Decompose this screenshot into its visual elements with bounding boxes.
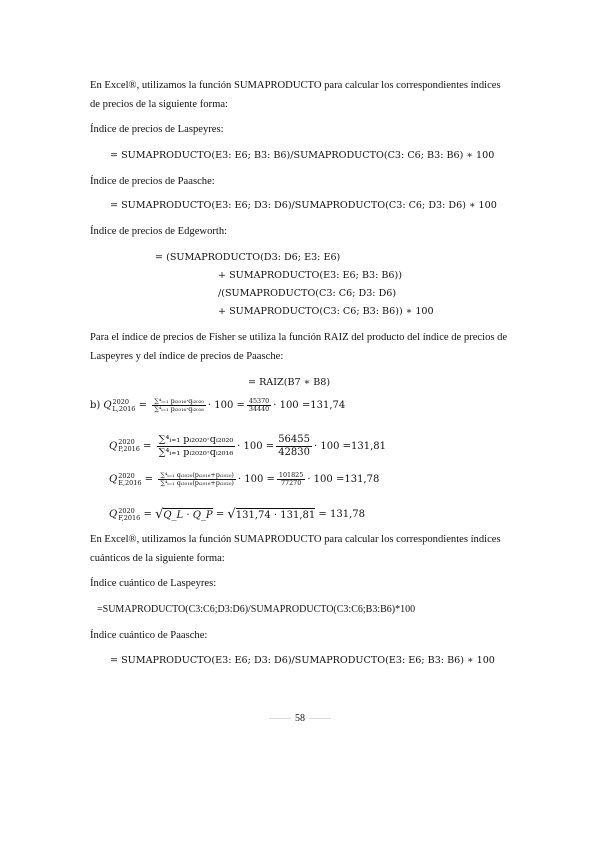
fisher-formula: = RAIZ(B7 ∗ B8) — [248, 377, 331, 388]
qp-symbolic-fraction: $\frac{\text{∑⁴ᵢ₌₁ pᵢ₂₀₂₀·qᵢ₂₀₂₀}}{\text{∑⁴ᵢ₌₁ pᵢ₂₀₂₀·qᵢ₂₀₁₆}}$ — [158, 434, 234, 458]
item-label: b) — [90, 400, 101, 412]
ql-value-fraction: $\frac{45370}{34440}$ — [248, 397, 270, 414]
qe-symbol: Q 2020 E,2016 — [109, 471, 142, 487]
ql-symbolic-fraction: $\frac{\text{∑⁴ᵢ₌₁ pᵢ₂₀₁₆·qᵢ₂₀₂₀}}{\text{∑⁴ᵢ₌₁ pᵢ₂₀₁₆·qᵢ₂₀₁₆}}$ — [154, 397, 204, 414]
edgeworth-formula-line-4: + SUMAPRODUCTO(C3: C6; B3: B6)) ∗ 100 — [218, 306, 434, 317]
laspeyres-price-formula: = SUMAPRODUCTO(E3: E6; B3: B6)/SUMAPRODUCTO(C3: C6; B3: B6) ∗ 100 — [110, 150, 495, 161]
edgeworth-price-title: Índice de precios de Edgeworth: — [90, 226, 228, 237]
quantity-edgeworth-computation: Q 2020 E,2016 = $\frac{\text{∑⁴ᵢ₌₁ qᵢ₂₀₂₀(pᵢ₂₀₁₆+pᵢ₂₀₂₀)}}{\text{∑⁴ᵢ₌₁ qᵢ₂₀₁₆(pᵢ₂₀₁₆+pᵢ₂₀₂₀)}}$ · 100 = $\frac{101825}{77270}$ · 100 = 131,78 — [109, 471, 380, 488]
qp-result: 131,81 — [351, 440, 387, 452]
laspeyres-price-title: Índice de precios de Laspeyres: — [90, 124, 224, 135]
paasche-price-formula: = SUMAPRODUCTO(E3: E6; D3: D6)/SUMAPRODUCTO(C3: C6; D3: D6) ∗ 100 — [110, 200, 497, 211]
qf-symbol: Q 2020 F,2016 — [109, 506, 141, 522]
edgeworth-formula-line-3: /(SUMAPRODUCTO(C3: C6; D3: D6) — [218, 288, 397, 299]
quantity-paasche-computation: Q 2020 P,2016 = $\frac{\text{∑⁴ᵢ₌₁ pᵢ₂₀₂₀·qᵢ₂₀₂₀}}{\text{∑⁴ᵢ₌₁ pᵢ₂₀₂₀·qᵢ₂₀₁₆}}$ · 100 = $\frac{56455}{42830}$ · 100 = 131,81 — [109, 434, 387, 458]
qe-result: 131,78 — [344, 474, 380, 486]
edgeworth-formula-line-2: + SUMAPRODUCTO(E3: E6; B3: B6)) — [218, 270, 403, 281]
qf-root-values: √ 131,74 · 131,81 — [227, 507, 316, 522]
paasche-price-title: Índice de precios de Paasche: — [90, 176, 215, 187]
paasche-quantity-formula: = SUMAPRODUCTO(E3: E6; D3: D6)/SUMAPRODUCTO(E3: E6; B3: B6) ∗ 100 — [110, 655, 495, 666]
qp-symbol: Q 2020 P,2016 — [109, 438, 140, 453]
quantity-laspeyres-computation: b) Q 2020 L,2016 = $\frac{\text{∑⁴ᵢ₌₁ pᵢ₂₀₁₆·qᵢ₂₀₂₀}}{\text{∑⁴ᵢ₌₁ pᵢ₂₀₁₆·qᵢ₂₀₁₆}}$ · 100 = $\frac{45370}{34440}$ · 100 = 131,74 — [90, 397, 346, 414]
paasche-quantity-title: Índice cuántico de Paasche: — [90, 630, 208, 641]
ql-symbol: Q 2020 L,2016 — [103, 397, 136, 413]
laspeyres-quantity-formula: =SUMAPRODUCTO(C3:C6;D3:D6)/SUMAPRODUCTO(C3:C6;B3:B6)*100 — [97, 604, 416, 615]
edgeworth-formula-line-1: = (SUMAPRODUCTO(D3: D6; E3: E6) — [155, 252, 341, 263]
qp-value-fraction: $\frac{56455}{42830}$ — [278, 434, 310, 458]
intro-quantity-indices: En Excel®, utilizamos la función SUMAPRODUCTO para calcular los correspondientes índices cuánticos de la siguiente forma: — [90, 534, 501, 564]
qe-symbolic-fraction: $\frac{\text{∑⁴ᵢ₌₁ qᵢ₂₀₂₀(pᵢ₂₀₁₆+pᵢ₂₀₂₀)}}{\text{∑⁴ᵢ₌₁ qᵢ₂₀₁₆(pᵢ₂₀₁₆+pᵢ₂₀₂₀)}}$ — [160, 471, 234, 488]
ql-result: 131,74 — [310, 400, 346, 412]
laspeyres-quantity-title: Índice cuántico de Laspeyres: — [90, 578, 217, 589]
fisher-intro: Para el índice de precios de Fisher se utiliza la función RAIZ del producto del índice de precios de Laspeyres y del índice de precios de Paasche: — [90, 332, 508, 362]
intro-price-indices: En Excel®, utilizamos la función SUMAPRODUCTO para calcular los correspondientes índices de precios de la siguiente forma: — [90, 80, 501, 110]
qe-value-fraction: $\frac{101825}{77270}$ — [278, 471, 304, 488]
qf-result: 131,78 — [330, 509, 365, 520]
qf-root-symbolic: √ Q_L · Q_P — [155, 507, 213, 522]
page-number: 58 — [0, 713, 600, 724]
quantity-fisher-computation: Q 2020 F,2016 = √ Q_L · Q_P = √ 131,74 · 131,81 = 131,78 — [109, 506, 365, 522]
